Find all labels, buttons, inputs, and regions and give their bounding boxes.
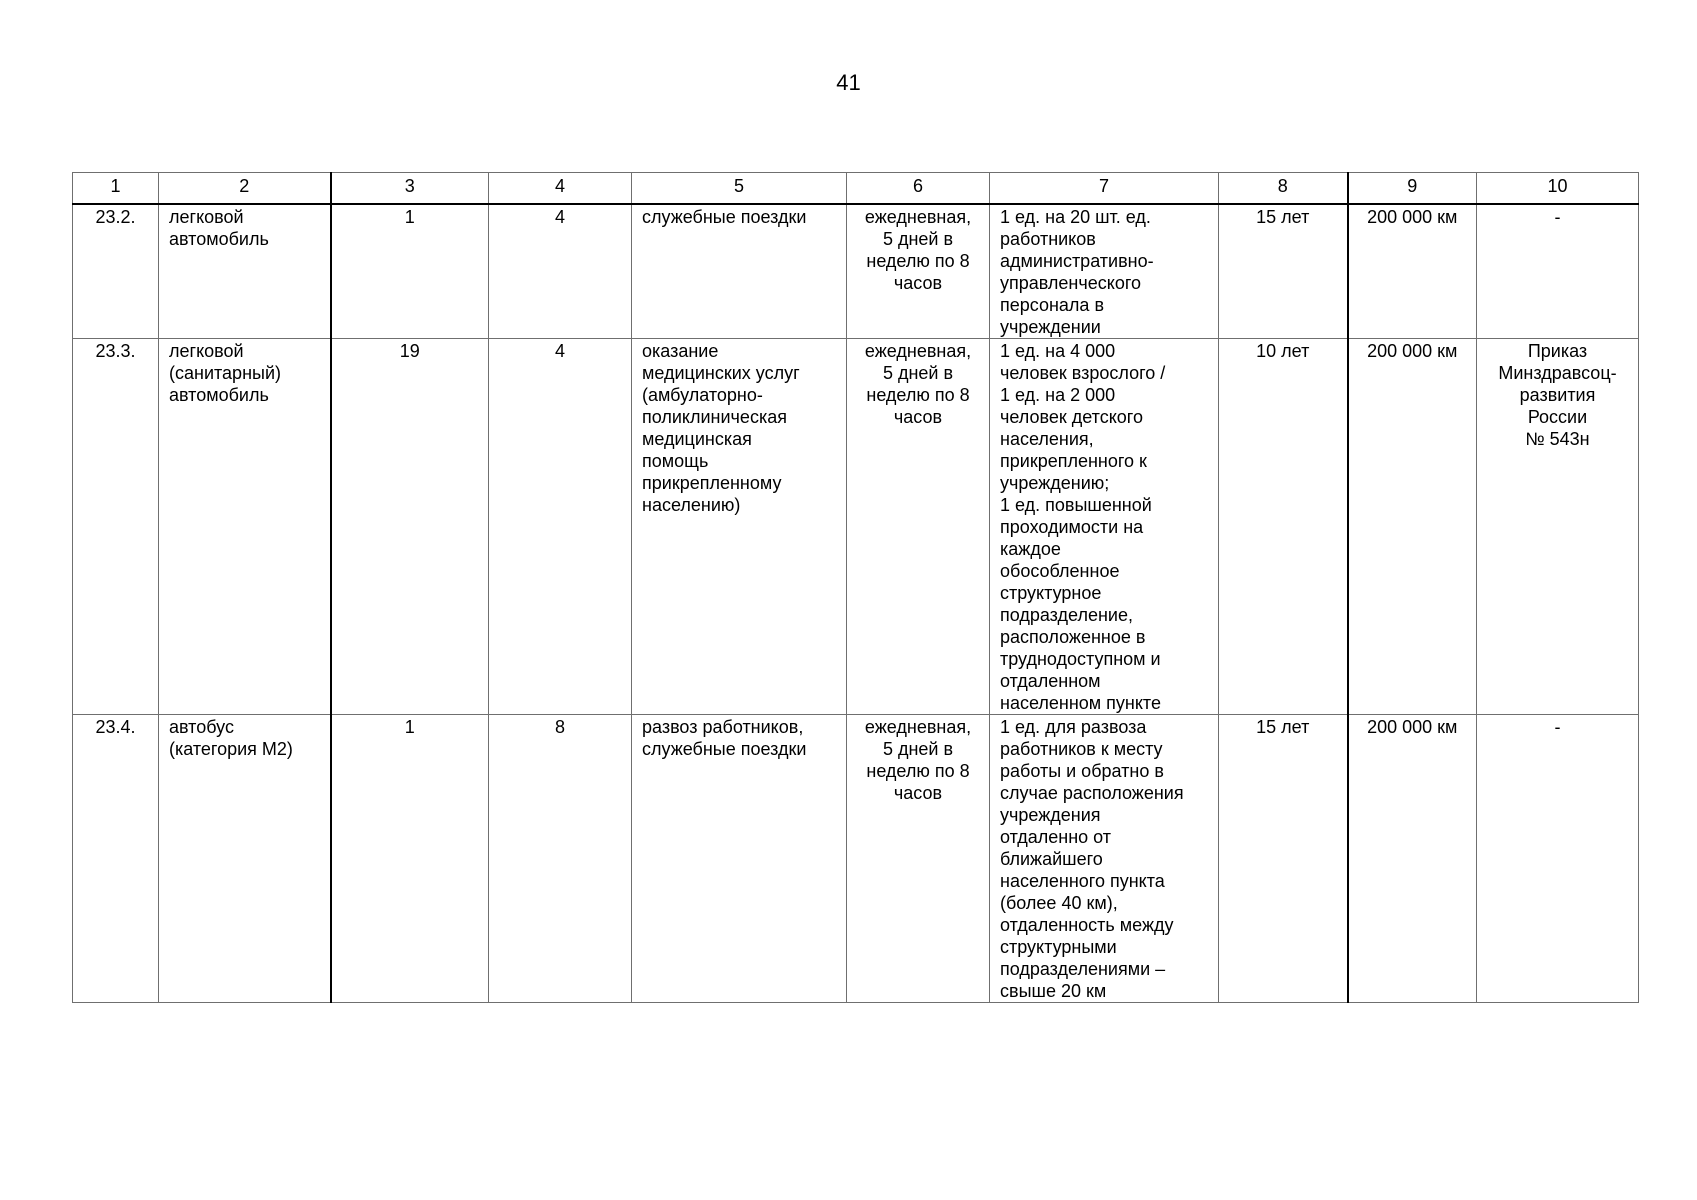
legal-basis-cell: -	[1477, 204, 1639, 339]
norm-cell: 1 ед. на 4 000 человек взрослого / 1 ед. на 2 000 человек детского населения, прикрепленного к учреждению; 1 ед. повышенной проходимости на каждое обособленное структурное подразделение, расположенное в труднодоступном и отдаленном населенном пункте	[990, 339, 1219, 715]
header-cell-1: 1	[73, 173, 159, 205]
vehicle-type-cell: легковой автомобиль	[159, 204, 331, 339]
header-cell-8: 8	[1219, 173, 1348, 205]
header-cell-9: 9	[1348, 173, 1477, 205]
header-cell-10: 10	[1477, 173, 1639, 205]
service-term-cell: 15 лет	[1219, 204, 1348, 339]
header-cell-7: 7	[990, 173, 1219, 205]
header-row	[73, 173, 1639, 205]
table-row	[73, 715, 1639, 1003]
table-row	[73, 339, 1639, 715]
usage-mode-cell: ежедневная, 5 дней в неделю по 8 часов	[847, 715, 990, 1003]
row-number-cell: 23.4.	[73, 715, 159, 1003]
usage-mode-cell: ежедневная, 5 дней в неделю по 8 часов	[847, 204, 990, 339]
header-cell-3: 3	[331, 173, 489, 205]
row-number-cell: 23.3.	[73, 339, 159, 715]
col4-cell: 4	[489, 339, 632, 715]
col4-cell: 8	[489, 715, 632, 1003]
col3-cell: 1	[331, 204, 489, 339]
vehicle-type-cell: легковой (санитарный) автомобиль	[159, 339, 331, 715]
header-cell-5: 5	[632, 173, 847, 205]
legal-basis-cell: Приказ Минздравсоц- развития России № 543н	[1477, 339, 1639, 715]
header-cell-6: 6	[847, 173, 990, 205]
norm-cell: 1 ед. для развоза работников к месту работы и обратно в случае расположения учреждения отдаленно от ближайшего населенного пункта (более 40 км), отдаленность между структурными подразделениями – свыше 20 км	[990, 715, 1219, 1003]
purpose-cell: оказание медицинских услуг (амбулаторно- поликлиническая медицинская помощь прикрепленному населению)	[632, 339, 847, 715]
header-cell-2: 2	[159, 173, 331, 205]
vehicle-type-cell: автобус (категория М2)	[159, 715, 331, 1003]
table-row	[73, 204, 1639, 339]
usage-mode-cell: ежедневная, 5 дней в неделю по 8 часов	[847, 339, 990, 715]
col3-cell: 19	[331, 339, 489, 715]
page-number: 41	[836, 70, 861, 95]
header-cell-4: 4	[489, 173, 632, 205]
service-term-cell: 15 лет	[1219, 715, 1348, 1003]
mileage-cell: 200 000 км	[1348, 715, 1477, 1003]
vehicle-norms-table	[72, 172, 1639, 1003]
service-term-cell: 10 лет	[1219, 339, 1348, 715]
row-number-cell: 23.2.	[73, 204, 159, 339]
col3-cell: 1	[331, 715, 489, 1003]
mileage-cell: 200 000 км	[1348, 339, 1477, 715]
purpose-cell: развоз работников, служебные поездки	[632, 715, 847, 1003]
purpose-cell: служебные поездки	[632, 204, 847, 339]
mileage-cell: 200 000 км	[1348, 204, 1477, 339]
norm-cell: 1 ед. на 20 шт. ед. работников административно- управленческого персонала в учреждении	[990, 204, 1219, 339]
legal-basis-cell: -	[1477, 715, 1639, 1003]
col4-cell: 4	[489, 204, 632, 339]
